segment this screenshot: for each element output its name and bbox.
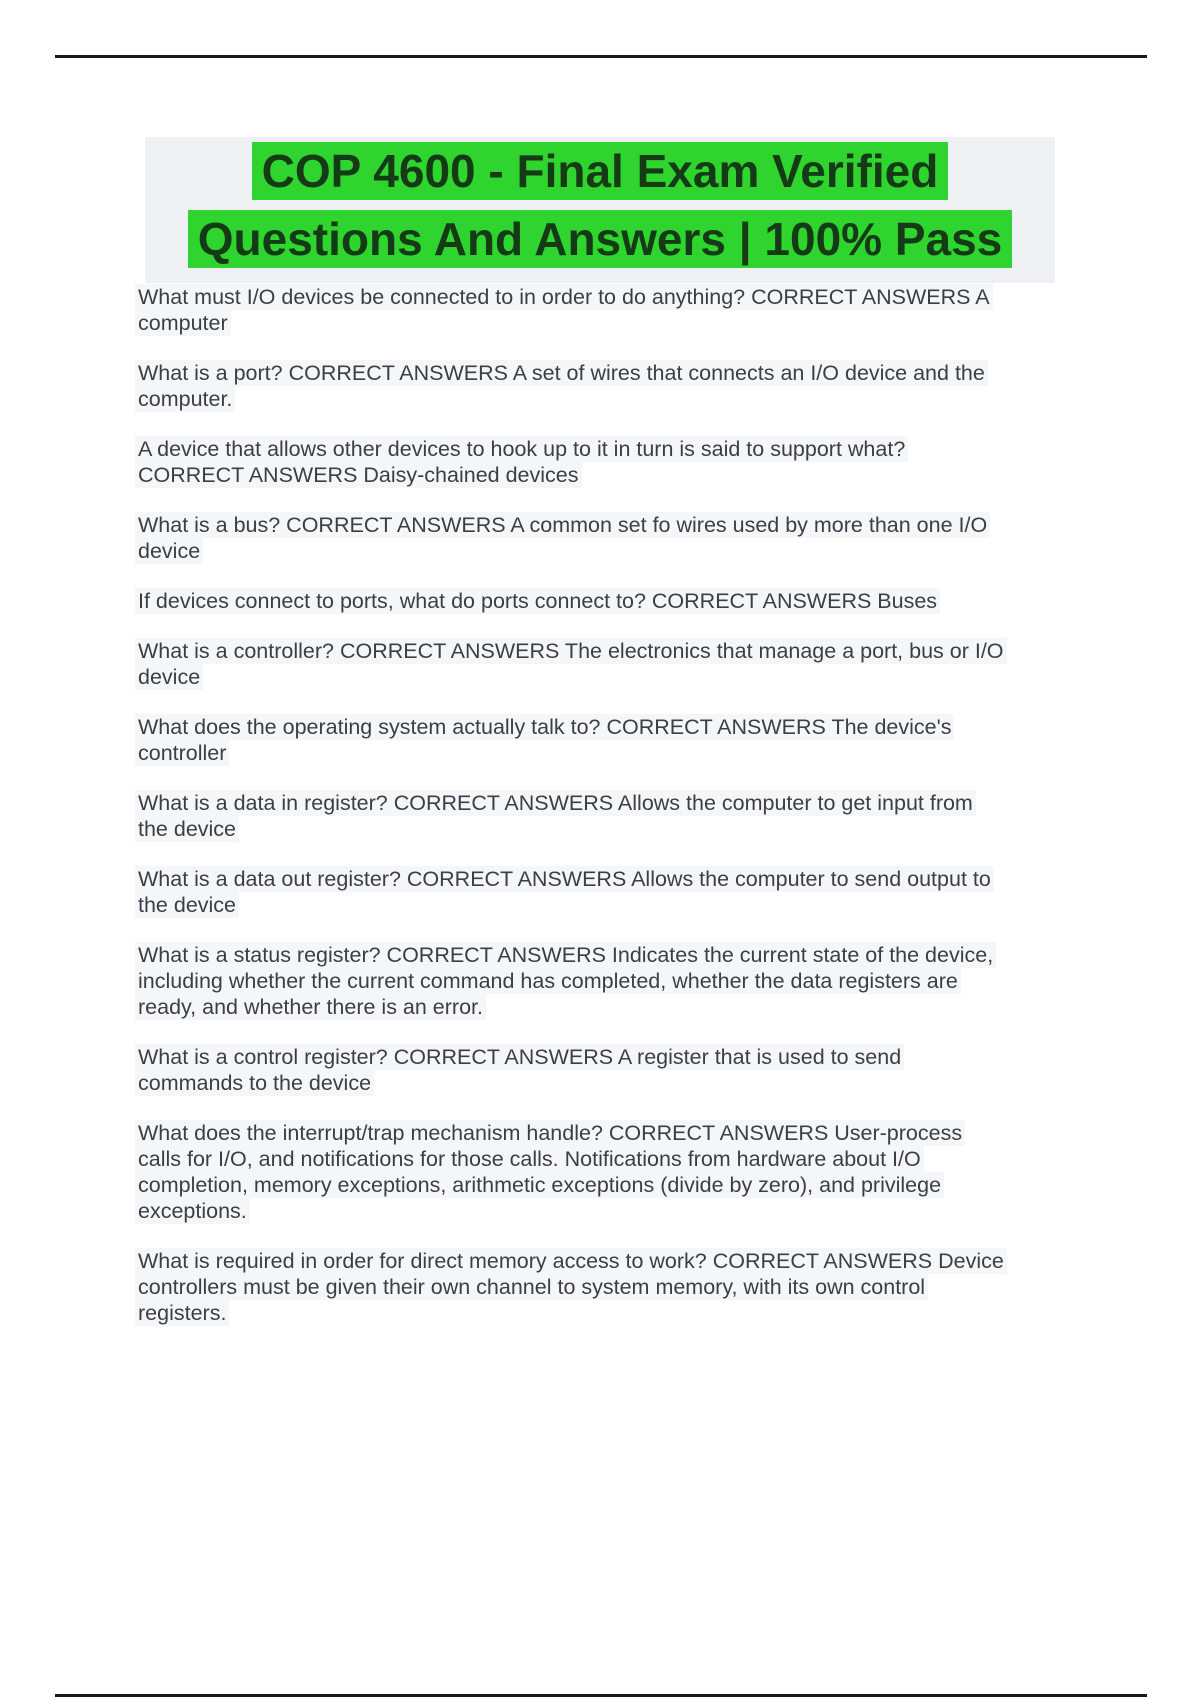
qa-text: What must I/O devices be connected to in order to do anything? CORRECT ANSWERS A computer xyxy=(135,284,993,336)
qa-text: What is a data in register? CORRECT ANSWERS Allows the computer to get input from the device xyxy=(135,790,976,842)
qa-text: What does the operating system actually talk to? CORRECT ANSWERS The device's controller xyxy=(135,714,954,766)
qa-text: If devices connect to ports, what do ports connect to? CORRECT ANSWERS Buses xyxy=(135,588,940,614)
qa-text: What is a controller? CORRECT ANSWERS The electronics that manage a port, bus or I/O device xyxy=(135,638,1007,690)
qa-paragraph xyxy=(135,360,1007,412)
title-line-2 xyxy=(145,211,1055,279)
qa-paragraph xyxy=(135,942,1007,1020)
qa-paragraph xyxy=(135,512,1007,564)
qa-paragraph xyxy=(135,436,1007,488)
qa-text: A device that allows other devices to hook up to it in turn is said to support what? CORRECT ANSWERS Daisy-chained devices xyxy=(135,436,908,488)
top-border-rule xyxy=(55,55,1147,58)
qa-text: What is a status register? CORRECT ANSWERS Indicates the current state of the device, including whether the current command has completed, whether the data registers are ready, and whether there is an error. xyxy=(135,942,996,1020)
qa-paragraph xyxy=(135,588,1007,614)
qa-paragraph xyxy=(135,638,1007,690)
qa-text: What is a port? CORRECT ANSWERS A set of wires that connects an I/O device and the computer. xyxy=(135,360,988,412)
title-line-1 xyxy=(145,143,1055,211)
qa-paragraph xyxy=(135,790,1007,842)
qa-text: What is a data out register? CORRECT ANSWERS Allows the computer to send output to the device xyxy=(135,866,994,918)
qa-paragraph xyxy=(135,1120,1007,1224)
qa-paragraph xyxy=(135,284,1007,336)
qa-paragraph xyxy=(135,1044,1007,1096)
qa-text: What does the interrupt/trap mechanism handle? CORRECT ANSWERS User-process calls for I/O, and notifications for those calls. Notifications from hardware about I/O completion, memory exceptions, arithmetic exceptions (divide by zero), and privilege exceptions. xyxy=(135,1120,965,1224)
qa-paragraph xyxy=(135,714,1007,766)
qa-text: What is a control register? CORRECT ANSWERS A register that is used to send commands to the device xyxy=(135,1044,904,1096)
title-text-highlighted: COP 4600 - Final Exam Verified xyxy=(252,142,949,200)
qa-text: What is required in order for direct memory access to work? CORRECT ANSWERS Device controllers must be given their own channel to system memory, with its own control registers. xyxy=(135,1248,1007,1326)
document-title-block xyxy=(145,137,1055,283)
bottom-border-rule xyxy=(55,1694,1147,1697)
qa-paragraph xyxy=(135,1248,1007,1326)
title-text-highlighted: Questions And Answers | 100% Pass xyxy=(188,210,1013,268)
qa-list xyxy=(135,284,1007,1350)
qa-text: What is a bus? CORRECT ANSWERS A common set fo wires used by more than one I/O device xyxy=(135,512,990,564)
qa-paragraph xyxy=(135,866,1007,918)
